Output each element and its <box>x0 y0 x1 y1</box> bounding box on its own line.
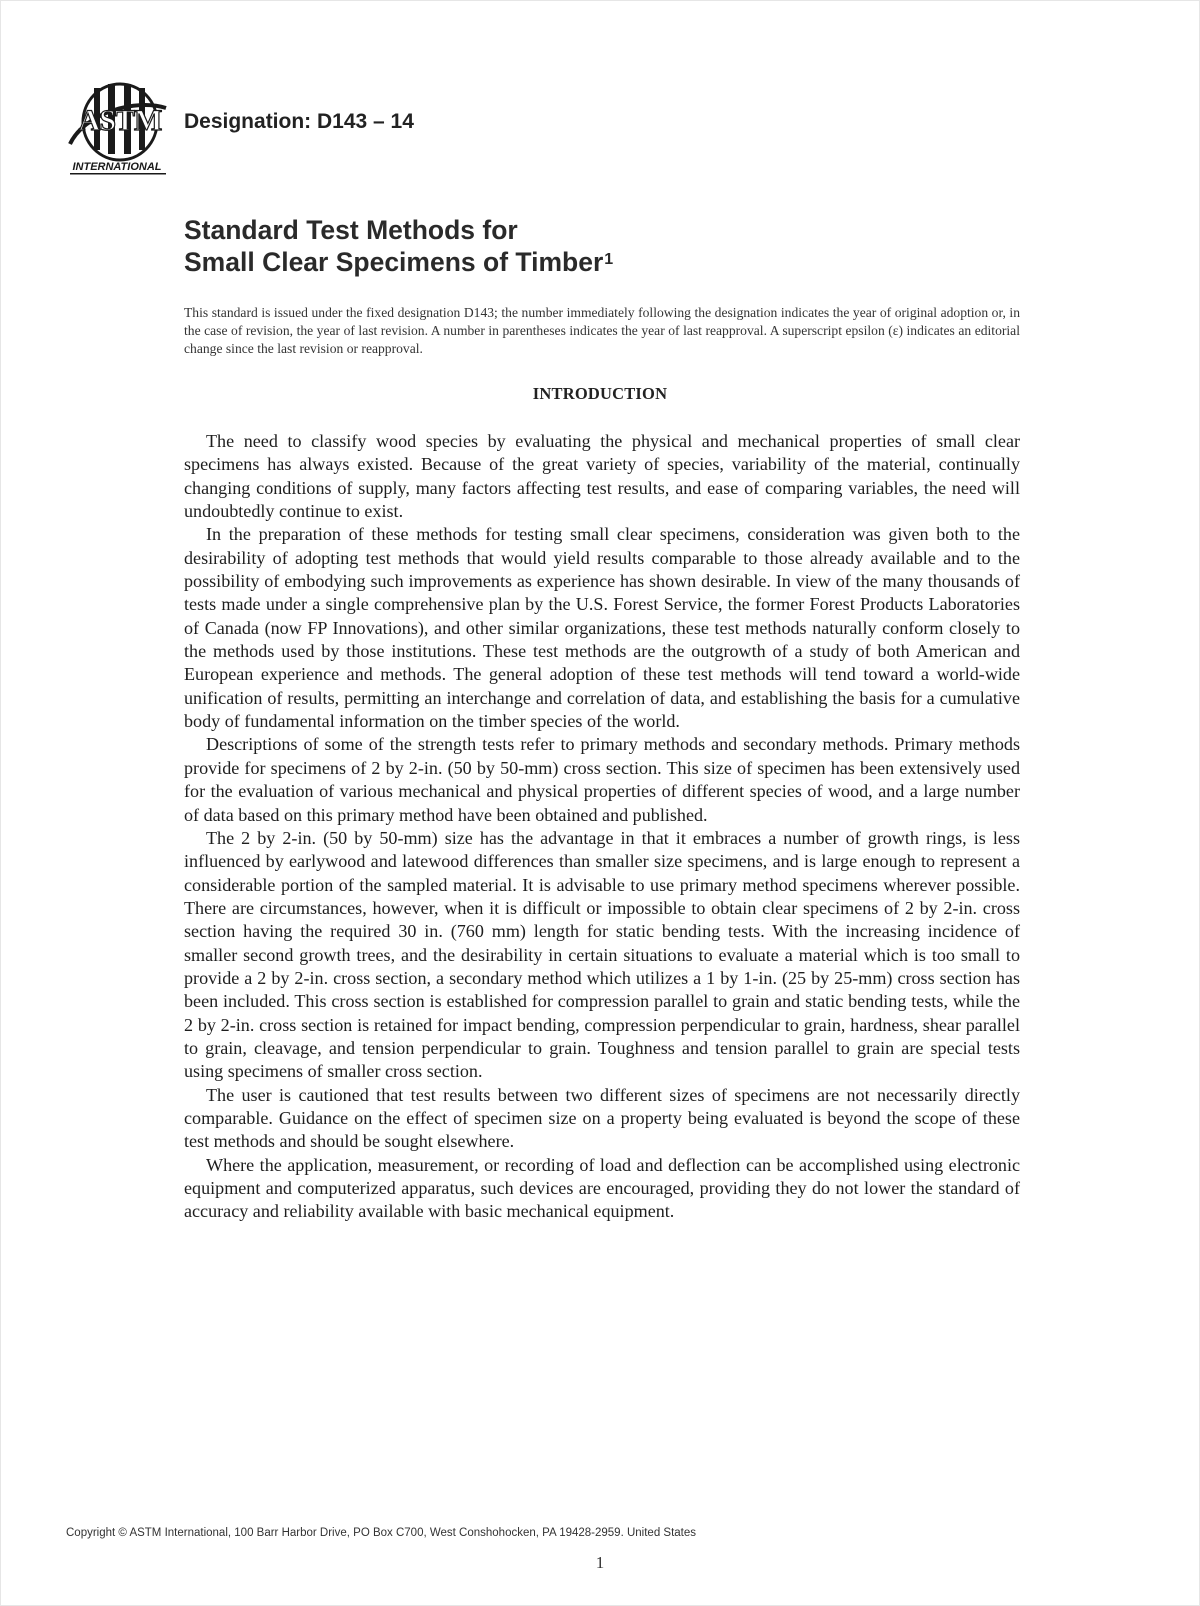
intro-paragraph: The 2 by 2-in. (50 by 50-mm) size has the advantage in that it embraces a number of growth rings, is less influenced by earlywood and latewood differences than smaller size specimens, and is large enough to represent a considerable portion of the sampled material. It is advisable to use primary method specimens wherever possible. There are circumstances, however, when it is difficult or impossible to obtain clear specimens of 2 by 2-in. cross section having the required 30 in. (760 mm) length for static bending tests. With the increasing incidence of smaller second growth trees, and the desirability in certain situations to evaluate a material which is too small to provide a 2 by 2-in. cross section, a secondary method which utilizes a 1 by 1-in. (25 by 25-mm) cross section has been included. This cross section is established for compression parallel to grain and static bending tests, while the 2 by 2-in. cross section is retained for impact bending, compression perpendicular to grain, hardness, shear parallel to grain, cleavage, and tension perpendicular to grain. Toughness and tension parallel to grain are special tests using specimens of smaller cross section. <box>184 827 1020 1082</box>
introduction-body <box>184 430 1020 1224</box>
title-line-2 <box>184 246 613 278</box>
logo-org-text: INTERNATIONAL <box>72 161 162 173</box>
title-line-2-text: Small Clear Specimens of Timber <box>184 247 604 277</box>
designation: Designation: D143 – 14 <box>184 110 414 133</box>
intro-paragraph: Descriptions of some of the strength tests refer to primary methods and secondary methods. Primary methods provide for specimens of 2 by 2-in. (50 by 50-mm) cross section. This size of specimen has been extensively used for the evaluation of various mechanical and physical properties of different species of wood, and a large number of data based on this primary method have been obtained and published. <box>184 734 1020 825</box>
page-number: 1 <box>595 1553 605 1572</box>
title-footnote-mark[interactable]: 1 <box>604 251 614 268</box>
intro-paragraph: The user is cautioned that test results between two different sizes of specimens are not necessarily directly comparable. Guidance on the effect of specimen size on a property being evaluated is beyond the scope of these test methods and should be sought elsewhere. <box>184 1084 1020 1152</box>
copyright-footer: Copyright © ASTM International, 100 Barr Harbor Drive, PO Box C700, West Conshohocken, PA 19428-2959. United States <box>66 1527 697 1539</box>
intro-paragraph: The need to classify wood species by evaluating the physical and mechanical properties of small clear specimens has always existed. Because of the great variety of species, variability of the material, continually changing conditions of supply, many factors affecting test results, and ease of comparing variables, the need will undoubtedly continue to exist. <box>184 431 1020 522</box>
intro-paragraph: In the preparation of these methods for testing small clear specimens, consideration was given both to the desirability of adopting test methods that would yield results comparable to those already available and to the possibility of embodying such improvements as experience has shown desirable. In view of the many thousands of tests made under a single comprehensive plan by the U.S. Forest Service, the former Forest Products Laboratories of Canada (now FP Innovations), and other similar organizations, these test methods naturally conform closely to the methods used by those institutions. These test methods are the outgrowth of a study of both American and European experience and methods. The general adoption of these test methods will tend toward a world-wide unification of results, permitting an interchange and correlation of data, and establishing the basis for a cumulative body of fundamental information on the timber species of the world. <box>184 524 1020 732</box>
document-title <box>184 214 613 278</box>
astm-logo <box>64 78 172 178</box>
intro-paragraph: Where the application, measurement, or recording of load and deflection can be accomplished using electronic equipment and computerized apparatus, such devices are encouraged, providing they do not lower the standard of accuracy and reliability available with basic mechanical equipment. <box>184 1154 1020 1222</box>
introduction-heading: INTRODUCTION <box>532 384 668 403</box>
astm-international-logo-icon <box>64 78 172 178</box>
title-line-1: Standard Test Methods for <box>184 215 518 245</box>
logo-letters: ASTM <box>78 104 162 137</box>
preamble-note: This standard is issued under the fixed designation D143; the number immediately following the designation indicates the year of original adoption or, in the case of revision, the year of last revision. A number in parentheses indicates the year of last reapproval. A superscript epsilon (ε) indicates an editorial change since the last revision or reapproval. <box>184 305 1020 356</box>
